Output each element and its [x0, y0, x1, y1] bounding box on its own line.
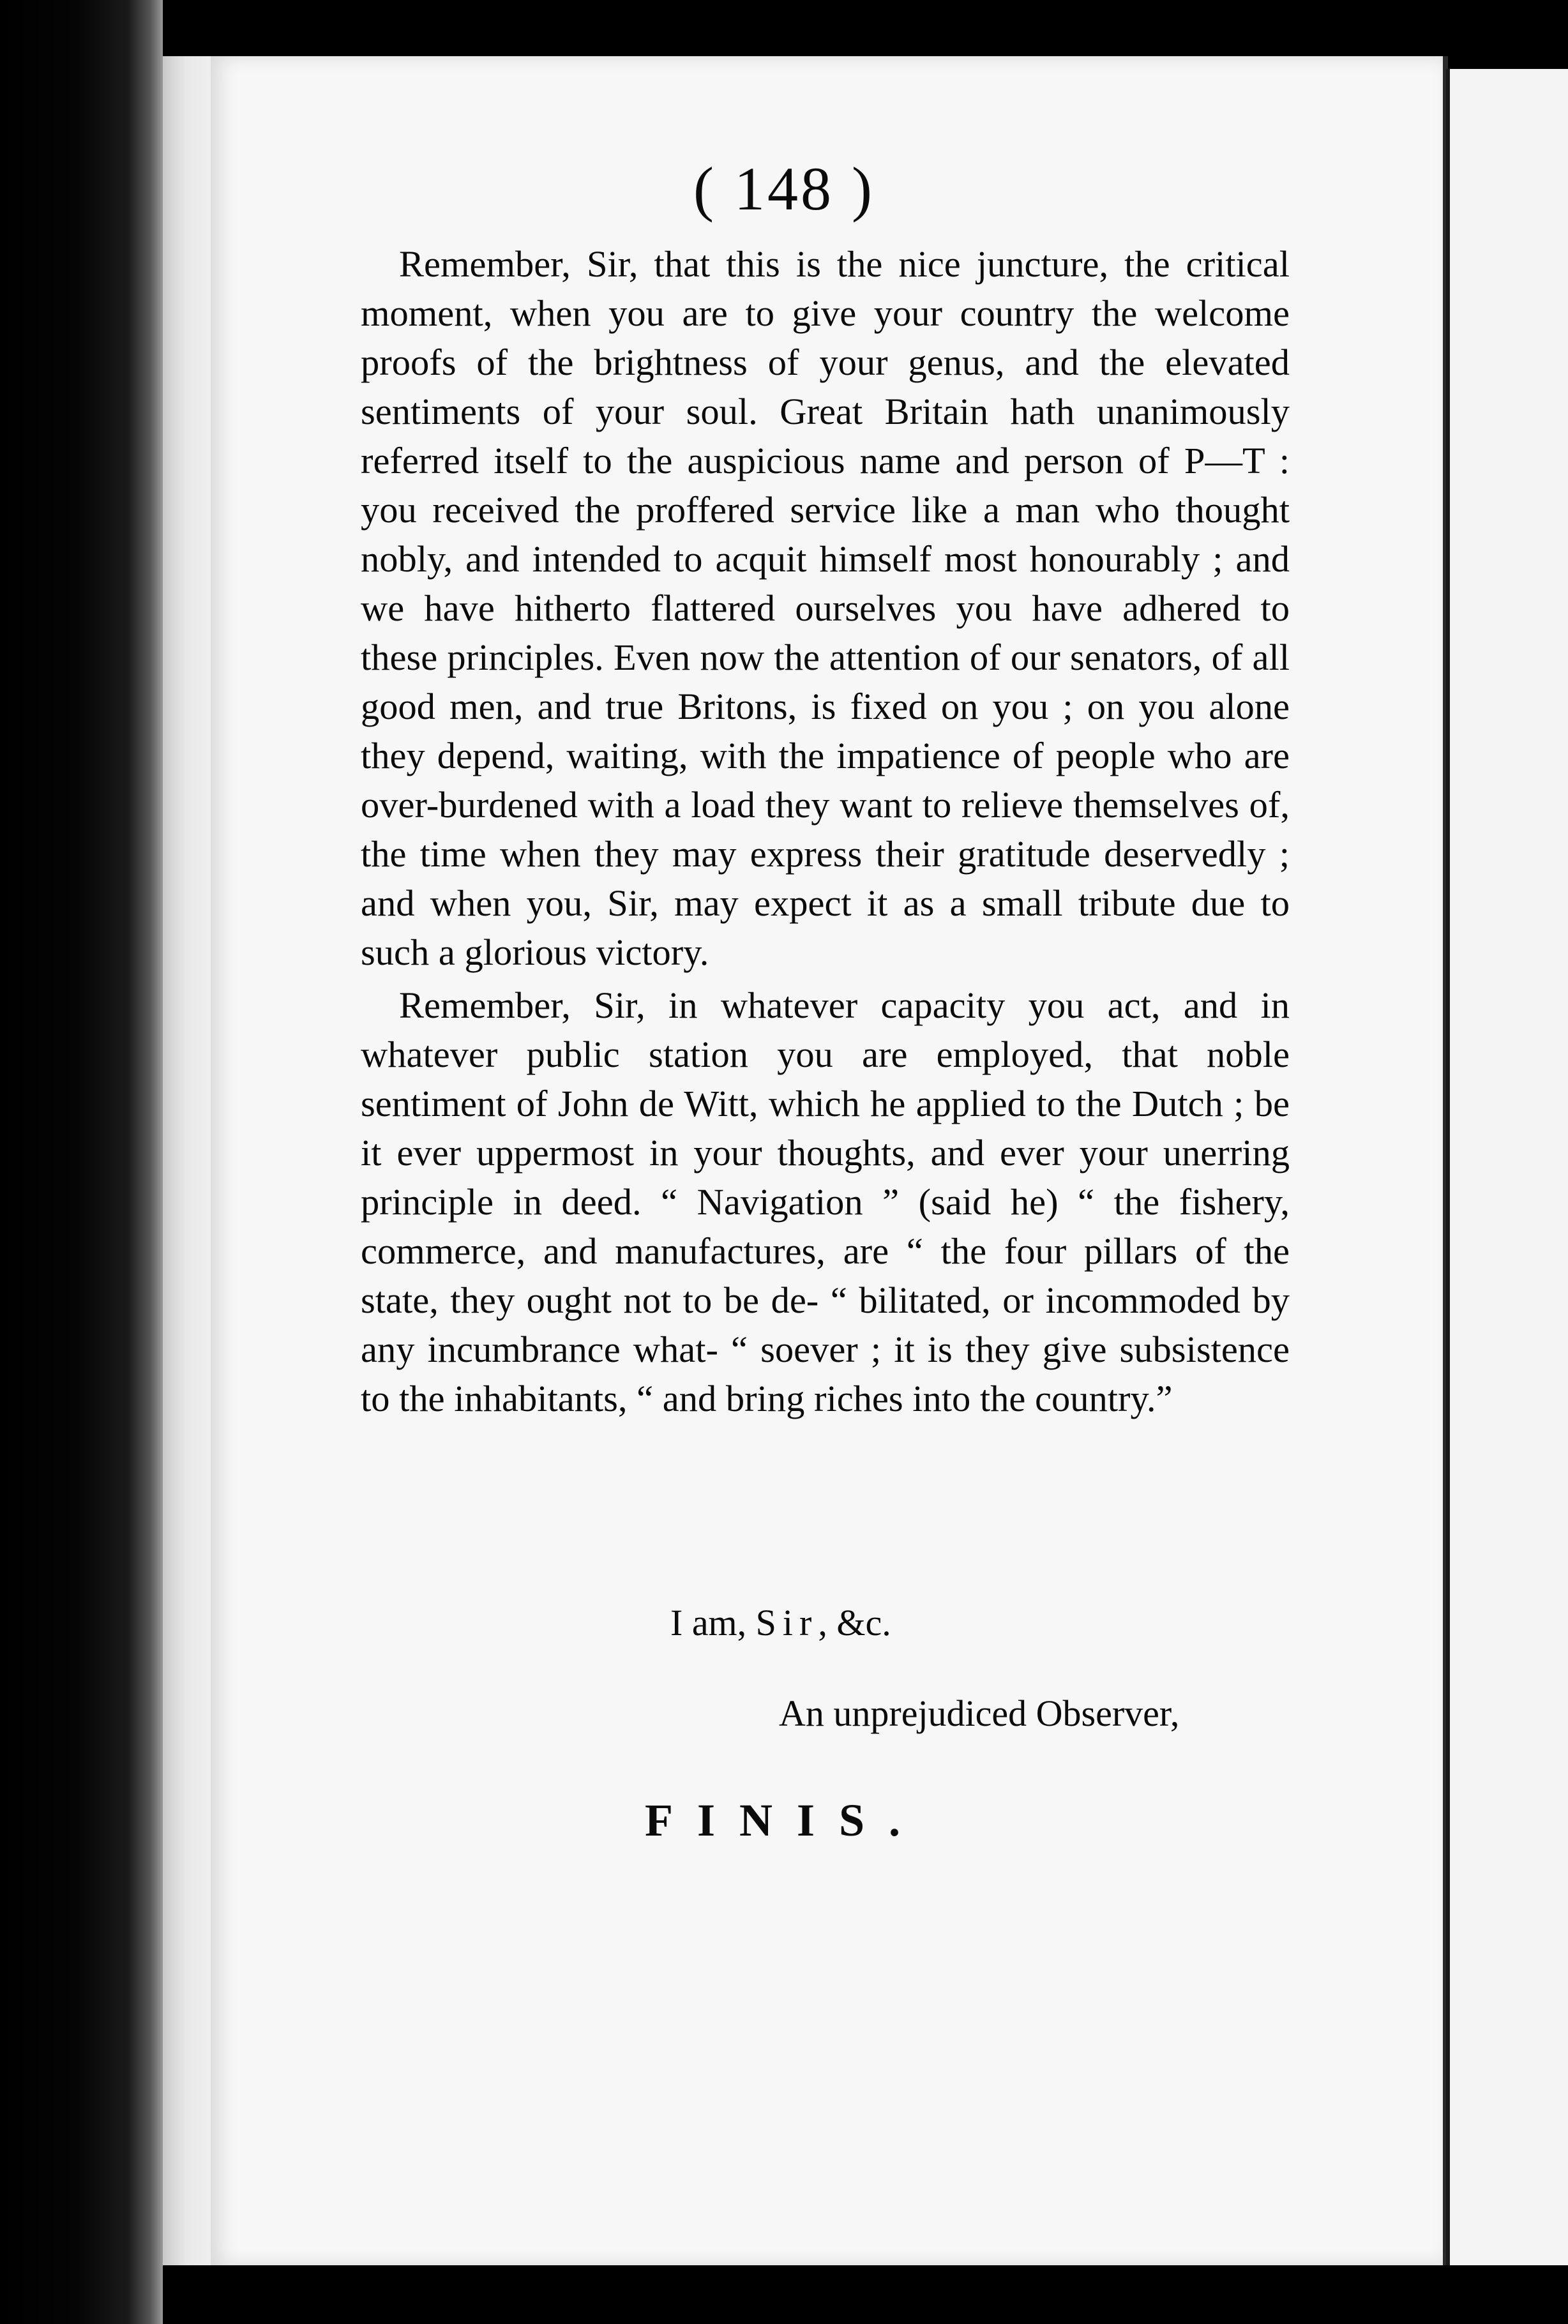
- salutation-sir: Sir: [755, 1602, 818, 1643]
- body-text: [361, 239, 1290, 1423]
- facing-page-shadow: [1446, 2265, 1568, 2324]
- paragraph-1: Remember, Sir, that this is the nice juncture, the critical moment, when you are to give your country the welcome proofs of the brightness of your genus, and the elevated sentiments of your soul. Great Britain hath unanimously referred itself to the auspicious name and person of P—T : you received the proffered service like a man who thought nobly, and intended to acquit himself most honourably ; and we have hitherto flattered ourselves you have adhered to these principles. Even now the attention of our senators, of all good men, and true Britons, is fixed on you ; on you alone they depend, waiting, with the impatience of people who are over-burdened with a load they want to relieve themselves of, the time when they may express their gratitude deservedly ; and when you, Sir, may expect it as a small tribute due to such a glorious victory.: [361, 243, 1290, 973]
- salutation-pre: I am,: [670, 1602, 756, 1643]
- signature: An unprejudiced Observer,: [779, 1693, 1180, 1734]
- end-mark: FINIS.: [645, 1795, 925, 1846]
- binding-gutter: [0, 0, 163, 2324]
- salutation-post: , &c.: [818, 1602, 891, 1643]
- closing-salutation: [670, 1601, 891, 1644]
- paragraph-2: Remember, Sir, in whatever capacity you act, and in whatever public station you are employed, that noble sentiment of John de Witt, which he applied to the Dutch ; be it ever uppermost in your thoughts, and ever your unerring principle in deed. “ Navigation ” (said he) “ the fishery, commerce, and manufactures, are “ the four pillars of the state, they ought not to be de- “ bilitated, or incommoded by any incumbrance what- “ soever ; it is they give subsistence to the inhabitants, “ and bring riches into the country.”: [361, 985, 1290, 1419]
- page-number: ( 148 ): [693, 155, 875, 223]
- facing-page-edge: [1446, 69, 1568, 2324]
